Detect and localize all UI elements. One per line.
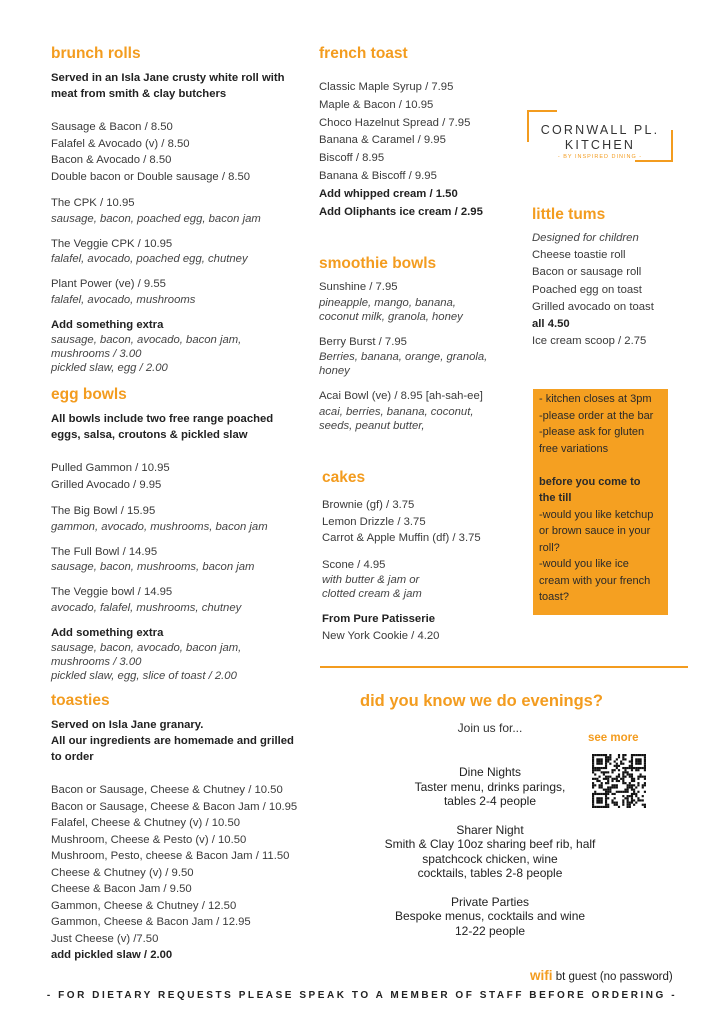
menu-item: free variations bbox=[539, 442, 609, 455]
qr-module bbox=[614, 760, 616, 762]
menu-item: -would you like ice bbox=[539, 558, 629, 570]
menu-item: cocktails, tables 2-8 people bbox=[417, 866, 563, 880]
menu-item: Choco Hazelnut Spread / 7.95 bbox=[319, 116, 471, 129]
menu-item: Add Oliphants ice cream / 2.95 bbox=[319, 205, 483, 218]
section-body bbox=[51, 460, 273, 683]
qr-module bbox=[596, 754, 598, 756]
qr-module bbox=[637, 760, 639, 762]
qr-module bbox=[644, 806, 646, 808]
qr-module bbox=[598, 758, 600, 760]
menu-item-group bbox=[532, 230, 654, 350]
qr-module bbox=[631, 754, 633, 756]
qr-module bbox=[620, 760, 622, 762]
menu-item: Cheese toastie roll bbox=[532, 249, 626, 262]
qr-module bbox=[642, 795, 644, 797]
qr-module bbox=[605, 760, 607, 762]
menu-item: - kitchen closes at 3pm bbox=[539, 393, 652, 405]
item-description: mushrooms / 3.00 bbox=[51, 348, 142, 360]
intro-line: eggs, salsa, croutons & pickled slaw bbox=[51, 429, 248, 441]
evenings-heading: did you know we do evenings? bbox=[360, 692, 603, 710]
menu-item-group bbox=[319, 388, 487, 433]
qr-module bbox=[607, 760, 609, 762]
qr-module bbox=[644, 760, 646, 762]
menu-item: Pulled Gammon / 10.95 bbox=[51, 462, 170, 474]
qr-module bbox=[624, 754, 626, 756]
menu-item: Cheese & Bacon Jam / 9.50 bbox=[51, 883, 192, 895]
menu-item: Add something extra bbox=[51, 318, 164, 331]
qr-module bbox=[642, 767, 644, 769]
item-description: pickled slaw, egg, slice of toast / 2.00 bbox=[51, 670, 237, 682]
qr-module bbox=[631, 756, 633, 758]
menu-item: Cheese & Chutney (v) / 9.50 bbox=[51, 866, 194, 879]
item-description: pineapple, mango, banana, bbox=[319, 296, 456, 309]
menu-item-group bbox=[340, 765, 640, 809]
menu-item-group bbox=[51, 119, 285, 185]
qr-module bbox=[635, 758, 637, 760]
qr-module bbox=[609, 758, 611, 760]
item-description: avocado, falafel, mushrooms, chutney bbox=[51, 601, 242, 614]
section-divider bbox=[320, 666, 688, 668]
wifi-label: wifi bbox=[530, 968, 553, 983]
wifi-info bbox=[530, 968, 673, 983]
qr-module bbox=[618, 756, 620, 758]
intro-line: meat from smith & clay butchers bbox=[51, 88, 227, 100]
qr-module bbox=[616, 758, 618, 760]
item-description: clotted cream & jam bbox=[322, 588, 422, 600]
menu-item: From Pure Patisserie bbox=[322, 613, 436, 625]
qr-module bbox=[592, 758, 594, 760]
qr-module bbox=[644, 784, 646, 786]
menu-item: Acai Bowl (ve) / 8.95 [ah-sah-ee] bbox=[319, 390, 483, 402]
section-smoothie-bowls bbox=[319, 254, 487, 443]
qr-module bbox=[592, 754, 594, 756]
qr-module bbox=[609, 754, 611, 756]
menu-item-group bbox=[319, 79, 483, 221]
item-description: Designed for children bbox=[532, 232, 639, 244]
qr-module bbox=[644, 767, 646, 769]
menu-item: Private Parties bbox=[450, 894, 530, 909]
qr-module bbox=[631, 758, 633, 760]
menu-item: -would you like ketchup bbox=[539, 508, 654, 521]
section-intro bbox=[51, 717, 297, 765]
menu-item-group bbox=[51, 276, 285, 307]
item-description: coconut milk, granola, honey bbox=[319, 310, 463, 323]
qr-module bbox=[642, 804, 644, 806]
menu-item: Double bacon or Double sausage / 8.50 bbox=[51, 170, 251, 183]
menu-item: Bacon & Avocado / 8.50 bbox=[51, 154, 172, 166]
item-description: acai, berries, banana, coconut, bbox=[319, 405, 474, 418]
qr-module bbox=[618, 754, 620, 756]
qr-module bbox=[640, 758, 642, 760]
menu-item-group bbox=[51, 460, 273, 493]
intro-line: to order bbox=[51, 751, 94, 763]
qr-module bbox=[605, 754, 607, 756]
logo-tagline: - BY INSPIRED DINING - bbox=[557, 154, 643, 160]
section-egg-bowls bbox=[51, 385, 273, 693]
logo-line-1: CORNWALL PL. bbox=[540, 123, 660, 137]
qr-module bbox=[596, 760, 598, 762]
intro-line: Served in an Isla Jane crusty white roll with bbox=[51, 72, 285, 84]
qr-module bbox=[605, 756, 607, 758]
menu-item: Bacon or Sausage, Cheese & Bacon Jam / 10.95 bbox=[51, 800, 298, 813]
item-description: falafel, avocado, mushrooms bbox=[51, 293, 196, 306]
menu-item-group bbox=[51, 317, 285, 376]
section-body bbox=[340, 765, 640, 938]
item-description: sausage, bacon, avocado, bacon jam, bbox=[51, 642, 242, 654]
section-brunch-rolls bbox=[51, 44, 285, 385]
menu-item: Add something extra bbox=[51, 626, 164, 639]
qr-module bbox=[592, 756, 594, 758]
section-title: egg bowls bbox=[51, 386, 127, 403]
menu-item-group bbox=[322, 557, 481, 602]
section-intro bbox=[51, 411, 273, 443]
menu-item: Classic Maple Syrup / 7.95 bbox=[319, 81, 454, 93]
menu-item: Ice cream scoop / 2.75 bbox=[532, 335, 647, 348]
section-body bbox=[319, 79, 483, 221]
menu-item: Poached egg on toast bbox=[532, 283, 642, 296]
qr-module bbox=[637, 754, 639, 756]
section-title: little tums bbox=[532, 206, 606, 223]
qr-module bbox=[637, 758, 639, 760]
item-description: sausage, bacon, mushrooms, bacon jam bbox=[51, 561, 255, 573]
section-body bbox=[319, 279, 487, 433]
qr-module bbox=[642, 799, 644, 801]
qr-module bbox=[640, 754, 642, 756]
menu-item: The Veggie CPK / 10.95 bbox=[51, 237, 173, 250]
qr-module bbox=[644, 804, 646, 806]
menu-item: Gammon, Cheese & Chutney / 12.50 bbox=[51, 899, 237, 912]
menu-item: Just Cheese (v) /7.50 bbox=[51, 932, 159, 945]
qr-module bbox=[609, 756, 611, 758]
item-description: sausage, bacon, avocado, bacon jam, bbox=[51, 334, 242, 346]
item-description: honey bbox=[319, 365, 350, 377]
qr-module bbox=[607, 758, 609, 760]
menu-item: Berry Burst / 7.95 bbox=[319, 335, 407, 348]
section-intro bbox=[51, 70, 285, 102]
join-us-text: Join us for... bbox=[457, 721, 523, 735]
dietary-footer: - FOR DIETARY REQUESTS PLEASE SPEAK TO A MEMBER OF STAFF BEFORE ORDERING - bbox=[46, 990, 678, 1001]
item-description: sausage, bacon, poached egg, bacon jam bbox=[51, 212, 261, 225]
menu-item: The CPK / 10.95 bbox=[51, 197, 135, 209]
qr-module bbox=[635, 760, 637, 762]
menu-item: -please ask for gluten bbox=[539, 426, 645, 438]
menu-item: Maple & Bacon / 10.95 bbox=[319, 98, 434, 111]
qr-module bbox=[642, 754, 644, 756]
menu-item-group bbox=[51, 782, 297, 964]
menu-item: before you come to bbox=[539, 475, 641, 488]
qr-module bbox=[644, 776, 646, 778]
menu-item: 12-22 people bbox=[454, 923, 526, 938]
menu-item: Plant Power (ve) / 9.55 bbox=[51, 278, 166, 290]
qr-module bbox=[642, 786, 644, 788]
qr-module bbox=[644, 778, 646, 780]
menu-item: roll? bbox=[539, 541, 560, 554]
menu-item-group bbox=[51, 503, 273, 534]
menu-item-group bbox=[51, 195, 285, 226]
qr-module bbox=[605, 758, 607, 760]
cornwall-pl-kitchen-logo bbox=[527, 110, 673, 162]
menu-item: Mushroom, Cheese & Pesto (v) / 10.50 bbox=[51, 833, 247, 846]
menu-item-group bbox=[340, 895, 640, 939]
qr-module bbox=[644, 758, 646, 760]
section-cakes bbox=[322, 468, 481, 654]
intro-line: Served on Isla Jane granary. bbox=[51, 719, 204, 731]
qr-module bbox=[635, 754, 637, 756]
evenings-list bbox=[340, 765, 640, 952]
section-body bbox=[322, 497, 481, 644]
section-body bbox=[539, 391, 662, 606]
item-description: pickled slaw, egg / 2.00 bbox=[51, 362, 168, 374]
qr-module bbox=[601, 760, 603, 762]
qr-module bbox=[640, 760, 642, 762]
section-little-tums bbox=[532, 205, 654, 360]
intro-line: All bowls include two free range poached bbox=[51, 413, 274, 425]
section-toasties bbox=[51, 691, 297, 974]
menu-item-group bbox=[322, 611, 481, 644]
section-title: cakes bbox=[322, 469, 366, 486]
qr-module bbox=[594, 754, 596, 756]
menu-item: Taster menu, drinks parings, bbox=[414, 779, 566, 794]
menu-item-group bbox=[539, 474, 662, 606]
qr-module bbox=[644, 791, 646, 793]
menu-item: Grilled avocado on toast bbox=[532, 300, 654, 313]
menu-item: Bacon or sausage roll bbox=[532, 266, 642, 279]
qr-module bbox=[592, 760, 594, 762]
menu-item: the till bbox=[539, 492, 572, 504]
see-more-link[interactable]: see more bbox=[588, 732, 639, 744]
qr-module bbox=[642, 784, 644, 786]
section-title: brunch rolls bbox=[51, 45, 141, 62]
item-description: seeds, peanut butter, bbox=[319, 419, 425, 432]
wifi-network: bt guest (no password) bbox=[555, 971, 673, 983]
menu-item: Banana & Caramel / 9.95 bbox=[319, 134, 446, 147]
menu-item: Banana & Biscoff / 9.95 bbox=[319, 169, 437, 182]
menu-item: Carrot & Apple Muffin (df) / 3.75 bbox=[322, 532, 481, 544]
logo-line-2: KITCHEN bbox=[564, 138, 636, 152]
section-french-toast bbox=[319, 44, 483, 231]
menu-item: Sunshine / 7.95 bbox=[319, 281, 398, 293]
menu-item: Sausage & Bacon / 8.50 bbox=[51, 121, 173, 133]
menu-item: The Big Bowl / 15.95 bbox=[51, 505, 156, 517]
menu-item: Brownie (gf) / 3.75 bbox=[322, 499, 415, 511]
item-description: mushrooms / 3.00 bbox=[51, 656, 142, 668]
item-description: falafel, avocado, poached egg, chutney bbox=[51, 253, 248, 265]
menu-item: Scone / 4.95 bbox=[322, 558, 386, 571]
item-description: with butter & jam or bbox=[322, 574, 420, 586]
section-body bbox=[532, 230, 654, 350]
menu-item: Add whipped cream / 1.50 bbox=[319, 187, 458, 200]
menu-item: Mushroom, Pesto, cheese & Bacon Jam / 11.50 bbox=[51, 850, 290, 862]
menu-item-group bbox=[319, 279, 487, 324]
qr-module bbox=[624, 758, 626, 760]
item-description: Berries, banana, orange, granola, bbox=[319, 351, 488, 363]
qr-module bbox=[601, 754, 603, 756]
menu-item: Dine Nights bbox=[458, 765, 522, 779]
section-body bbox=[51, 782, 297, 964]
menu-item-group bbox=[51, 544, 273, 575]
menu-item-group bbox=[539, 391, 662, 457]
menu-item: Falafel & Avocado (v) / 8.50 bbox=[51, 137, 190, 150]
qr-module bbox=[607, 756, 609, 758]
qr-module bbox=[644, 763, 646, 765]
menu-item: all 4.50 bbox=[532, 318, 570, 331]
menu-item: Sharer Night bbox=[456, 822, 524, 837]
qr-module bbox=[633, 754, 635, 756]
menu-item: cream with your french bbox=[539, 574, 651, 587]
qr-module bbox=[644, 765, 646, 767]
qr-module bbox=[601, 758, 603, 760]
menu-item: The Full Bowl / 14.95 bbox=[51, 545, 158, 558]
qr-module bbox=[644, 756, 646, 758]
menu-item: The Veggie bowl / 14.95 bbox=[51, 586, 173, 598]
menu-item: Grilled Avocado / 9.95 bbox=[51, 478, 162, 491]
qr-module bbox=[622, 758, 624, 760]
menu-item: spatchcock chicken, wine bbox=[422, 851, 558, 866]
menu-item: -please order at the bar bbox=[539, 409, 654, 422]
menu-item: Lemon Drizzle / 3.75 bbox=[322, 515, 426, 528]
menu-item: Biscoff / 8.95 bbox=[319, 152, 385, 165]
menu-item-group bbox=[51, 236, 285, 267]
menu-item: Falafel, Cheese & Chutney (v) / 10.50 bbox=[51, 817, 241, 829]
section-body bbox=[51, 119, 285, 375]
section-title: smoothie bowls bbox=[319, 255, 437, 272]
intro-line: All our ingredients are homemade and grilled bbox=[51, 735, 294, 747]
qr-module bbox=[644, 782, 646, 784]
notice-box bbox=[533, 389, 668, 615]
menu-item: New York Cookie / 4.20 bbox=[322, 629, 440, 642]
menu-item: toast? bbox=[539, 591, 569, 603]
qr-module bbox=[598, 754, 600, 756]
qr-module bbox=[622, 756, 624, 758]
section-title: french toast bbox=[319, 45, 408, 62]
qr-module bbox=[642, 776, 644, 778]
qr-module bbox=[603, 754, 605, 756]
qr-module bbox=[598, 760, 600, 762]
menu-item-group bbox=[51, 584, 273, 615]
menu-item: tables 2-4 people bbox=[443, 794, 537, 808]
qr-module bbox=[631, 760, 633, 762]
qr-module bbox=[644, 754, 646, 756]
menu-item: Smith & Clay 10oz sharing beef rib, half bbox=[384, 837, 596, 851]
menu-item-group bbox=[340, 823, 640, 881]
menu-item: add pickled slaw / 2.00 bbox=[51, 949, 173, 961]
qr-module bbox=[596, 758, 598, 760]
qr-module bbox=[629, 760, 631, 762]
menu-item-group bbox=[319, 334, 487, 379]
qr-module bbox=[622, 754, 624, 756]
menu-item: or brown sauce in your bbox=[539, 525, 651, 537]
item-description: gammon, avocado, mushrooms, bacon jam bbox=[51, 520, 268, 533]
menu-item: Bespoke menus, cocktails and wine bbox=[394, 909, 586, 923]
section-title: toasties bbox=[51, 692, 110, 709]
menu-item: Bacon or Sausage, Cheese & Chutney / 10.50 bbox=[51, 784, 283, 796]
menu-item-group bbox=[51, 625, 273, 684]
menu-item-group bbox=[322, 497, 481, 547]
menu-item: Gammon, Cheese & Bacon Jam / 12.95 bbox=[51, 916, 251, 928]
qr-module bbox=[644, 769, 646, 771]
